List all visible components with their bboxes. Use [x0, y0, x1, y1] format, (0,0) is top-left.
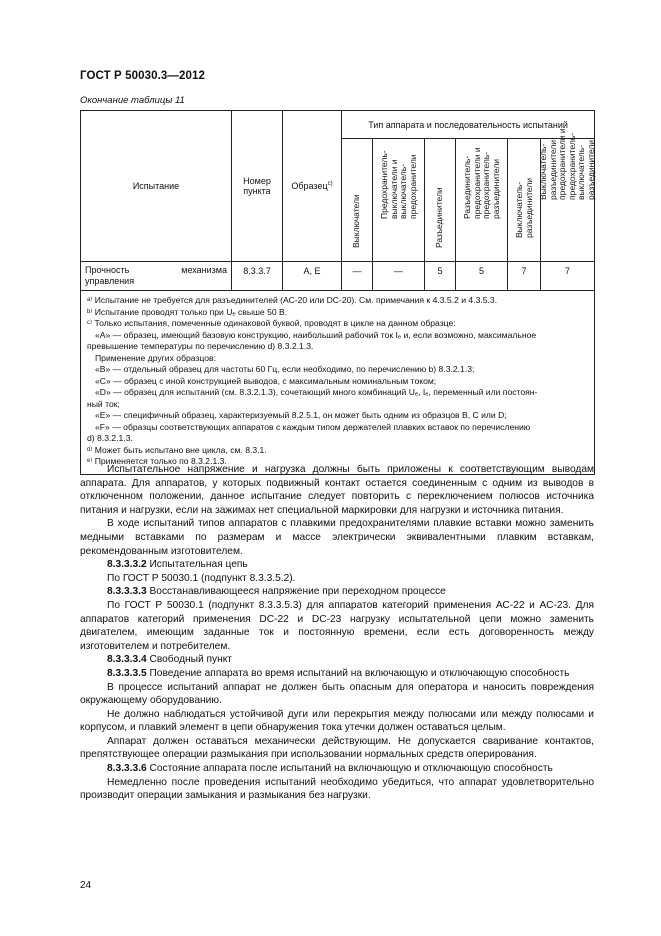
note-line: ᵇ⁾ Испытание проводят только при Uₑ свыше 50 В. [87, 306, 288, 317]
type-header [425, 139, 456, 262]
page-number: 24 [80, 880, 92, 891]
note-line: «А» — образец, имеющий базовую конструкцию, наибольший рабочий ток Iₑ и, если возможно, максимальное [95, 329, 537, 340]
note-line: «В» — отдельный образец для частоты 60 Гц, если необходимо, по перечислению b) 8.3.2.1.3; [95, 364, 475, 374]
type-header [373, 139, 425, 262]
paragraph: По ГОСТ Р 50030.1 (подпункт 8.3.3.5.2). [107, 572, 296, 584]
row-sample: А, Е [283, 262, 342, 291]
type-header-line: разъединители [523, 177, 533, 238]
type-header-line: Выключатель- [513, 181, 524, 238]
type-header [342, 139, 373, 262]
note-line: ᵃ⁾ Испытание не требуется для разъединителей (АС-20 или DC-20). См. примечания к 4.3.5.2 и 4.3.5.3. [87, 295, 498, 305]
row-value: 7 [508, 262, 541, 291]
note-line: d) 8.3.2.1.3. [87, 433, 133, 443]
type-header-line: разъединители [547, 139, 558, 200]
row-value: 5 [456, 262, 508, 291]
note-line: ᶜ⁾ Только испытания, помеченные одинаковой буквой, проводят в цикле на данном образце: [87, 318, 456, 328]
type-header-line: разъединители [585, 139, 596, 200]
type-header-line: предохранитель- [480, 151, 491, 219]
row-value: — [342, 262, 373, 291]
type-header-line: Выключатель- [538, 143, 549, 200]
note-line: превышение температуры по перечислению d) 8.3.2.1.3. [87, 341, 314, 351]
table-notes [81, 291, 595, 475]
col-header-test: Испытание [81, 111, 232, 262]
row-value: — [373, 262, 425, 291]
paragraph: В процессе испытаний аппарат не должен быть опасным для оператора и наносить повреждения окружающему оборудованию. [80, 681, 594, 707]
row-test-name: Прочность механизма управления [81, 262, 232, 291]
type-header-line: Разъединитель- [461, 155, 472, 219]
test-table [80, 110, 595, 475]
section-heading: 8.3.3.3.4 Свободный пункт [107, 654, 232, 666]
paragraph: Немедленно после проведения испытаний необходимо убедиться, что аппарат удовлетворительно производит операции замыкания и размыкания без нагрузки. [80, 776, 594, 802]
paragraph: По ГОСТ Р 50030.1 (подпункт 8.3.3.5.3) для аппаратов категорий применения АС-22 и АС-23. Для аппаратов категорий применения DC-22 и DC-23 нагрузку испытательной цепи можно заменить двигателем, имеющим заданные ток и постоянную времени, если есть договоренность между изготовителем и потребителем. [80, 599, 594, 652]
row-item: 8.3.3.7 [232, 262, 283, 291]
type-header-line: выключатель- [576, 144, 587, 200]
row-value: 7 [541, 262, 595, 291]
section-heading: 8.3.3.3.2 Испытательная цепь [107, 559, 248, 571]
note-line: «Е» — специфичный образец, характеризуемый 8.2.5.1, он может быть одним из образцов В, С или D; [95, 410, 507, 420]
type-header-line: предохранители и [557, 128, 568, 200]
body-text [80, 463, 594, 803]
type-header-line: выключатель- [397, 163, 408, 219]
note-line: ᵈ⁾ Может быть испытано вне цикла, см. 8.3.1. [87, 444, 267, 455]
section-heading: 8.3.3.3.3 Восстанавливающееся напряжение при переходном процессе [107, 586, 446, 598]
document-header: ГОСТ Р 50030.3—2012 [80, 70, 205, 82]
type-header [508, 139, 541, 262]
section-heading: 8.3.3.3.5 Поведение аппарата во время испытаний на включающую и отключающую способность [107, 667, 570, 679]
table-row [81, 262, 595, 291]
table-caption: Окончание таблицы 11 [80, 95, 185, 106]
type-header-line: Разъединители [434, 186, 445, 248]
note-line: Применение других образцов: [95, 352, 216, 363]
paragraph: Не должно наблюдаться устойчивой дуги или перекрытия между полюсами или между полюсами и корпусом, и плавкий элемент в цепи обнаружения тока утечки должен оставаться целым. [80, 708, 594, 734]
col-header-item: Номер пункта [232, 111, 283, 262]
type-header-line: выключатели и [388, 159, 398, 219]
col-header-sample: Образец$^{c)}$ [283, 111, 342, 262]
row-value: 5 [425, 262, 456, 291]
note-line: «F» — образцы соответствующих аппаратов с каждым типом держателей плавких вставок по перечислению [95, 421, 531, 432]
type-header-line: предохранитель- [566, 132, 577, 200]
section-heading: 8.3.3.3.6 Состояние аппарата после испытаний на включающую и отключающую способность [107, 763, 553, 775]
paragraph: Аппарат должен оставаться механически действующим. Не допускается сваривание контактов, препятствующее операции размыкания при использовании нормальных средств оперирования. [80, 735, 594, 761]
type-header [538, 128, 596, 262]
type-header-line: предохранители и [471, 147, 481, 219]
note-line: «D» — образец для испытаний (см. 8.3.2.1.3), сочетающий много комбинаций Uₑ, Iₑ, переменный или постоян- [95, 387, 538, 397]
type-header-line: предохранители [407, 154, 417, 219]
paragraph: Испытательное напряжение и нагрузка должны быть приложены к соответствующим выводам аппарата. Для аппаратов, у которых подвижный контакт остается соединенным с одним из выводов в отключенном положении, данное испытание следует повторить с переключением полюсов источника питания и нагрузки, если на зажимах нет специальной маркировки для нагрузки и источника питания. [80, 464, 594, 516]
paragraph: В ходе испытаний типов аппаратов с плавкими предохранителями плавкие вставки можно заменить медными вставками по размерам и массе электрически эквивалентными плавким вставкам, рекомендованным изготовителем. [80, 518, 594, 557]
type-header-line: Предохранитель- [378, 150, 389, 219]
type-header-line: разъединители [490, 158, 500, 219]
note-line: ный ток; [87, 398, 120, 409]
type-header [456, 139, 508, 262]
note-line: «С» — образец с иной конструкцией выводов, с максимальным номинальным током; [95, 375, 437, 386]
note-line: ᵉ⁾ Применяется только по 8.3.2.1.3. [87, 456, 227, 466]
type-header-line: Выключатели [351, 193, 362, 248]
col-group-header: Тип аппарата и последовательность испытаний [342, 111, 595, 139]
